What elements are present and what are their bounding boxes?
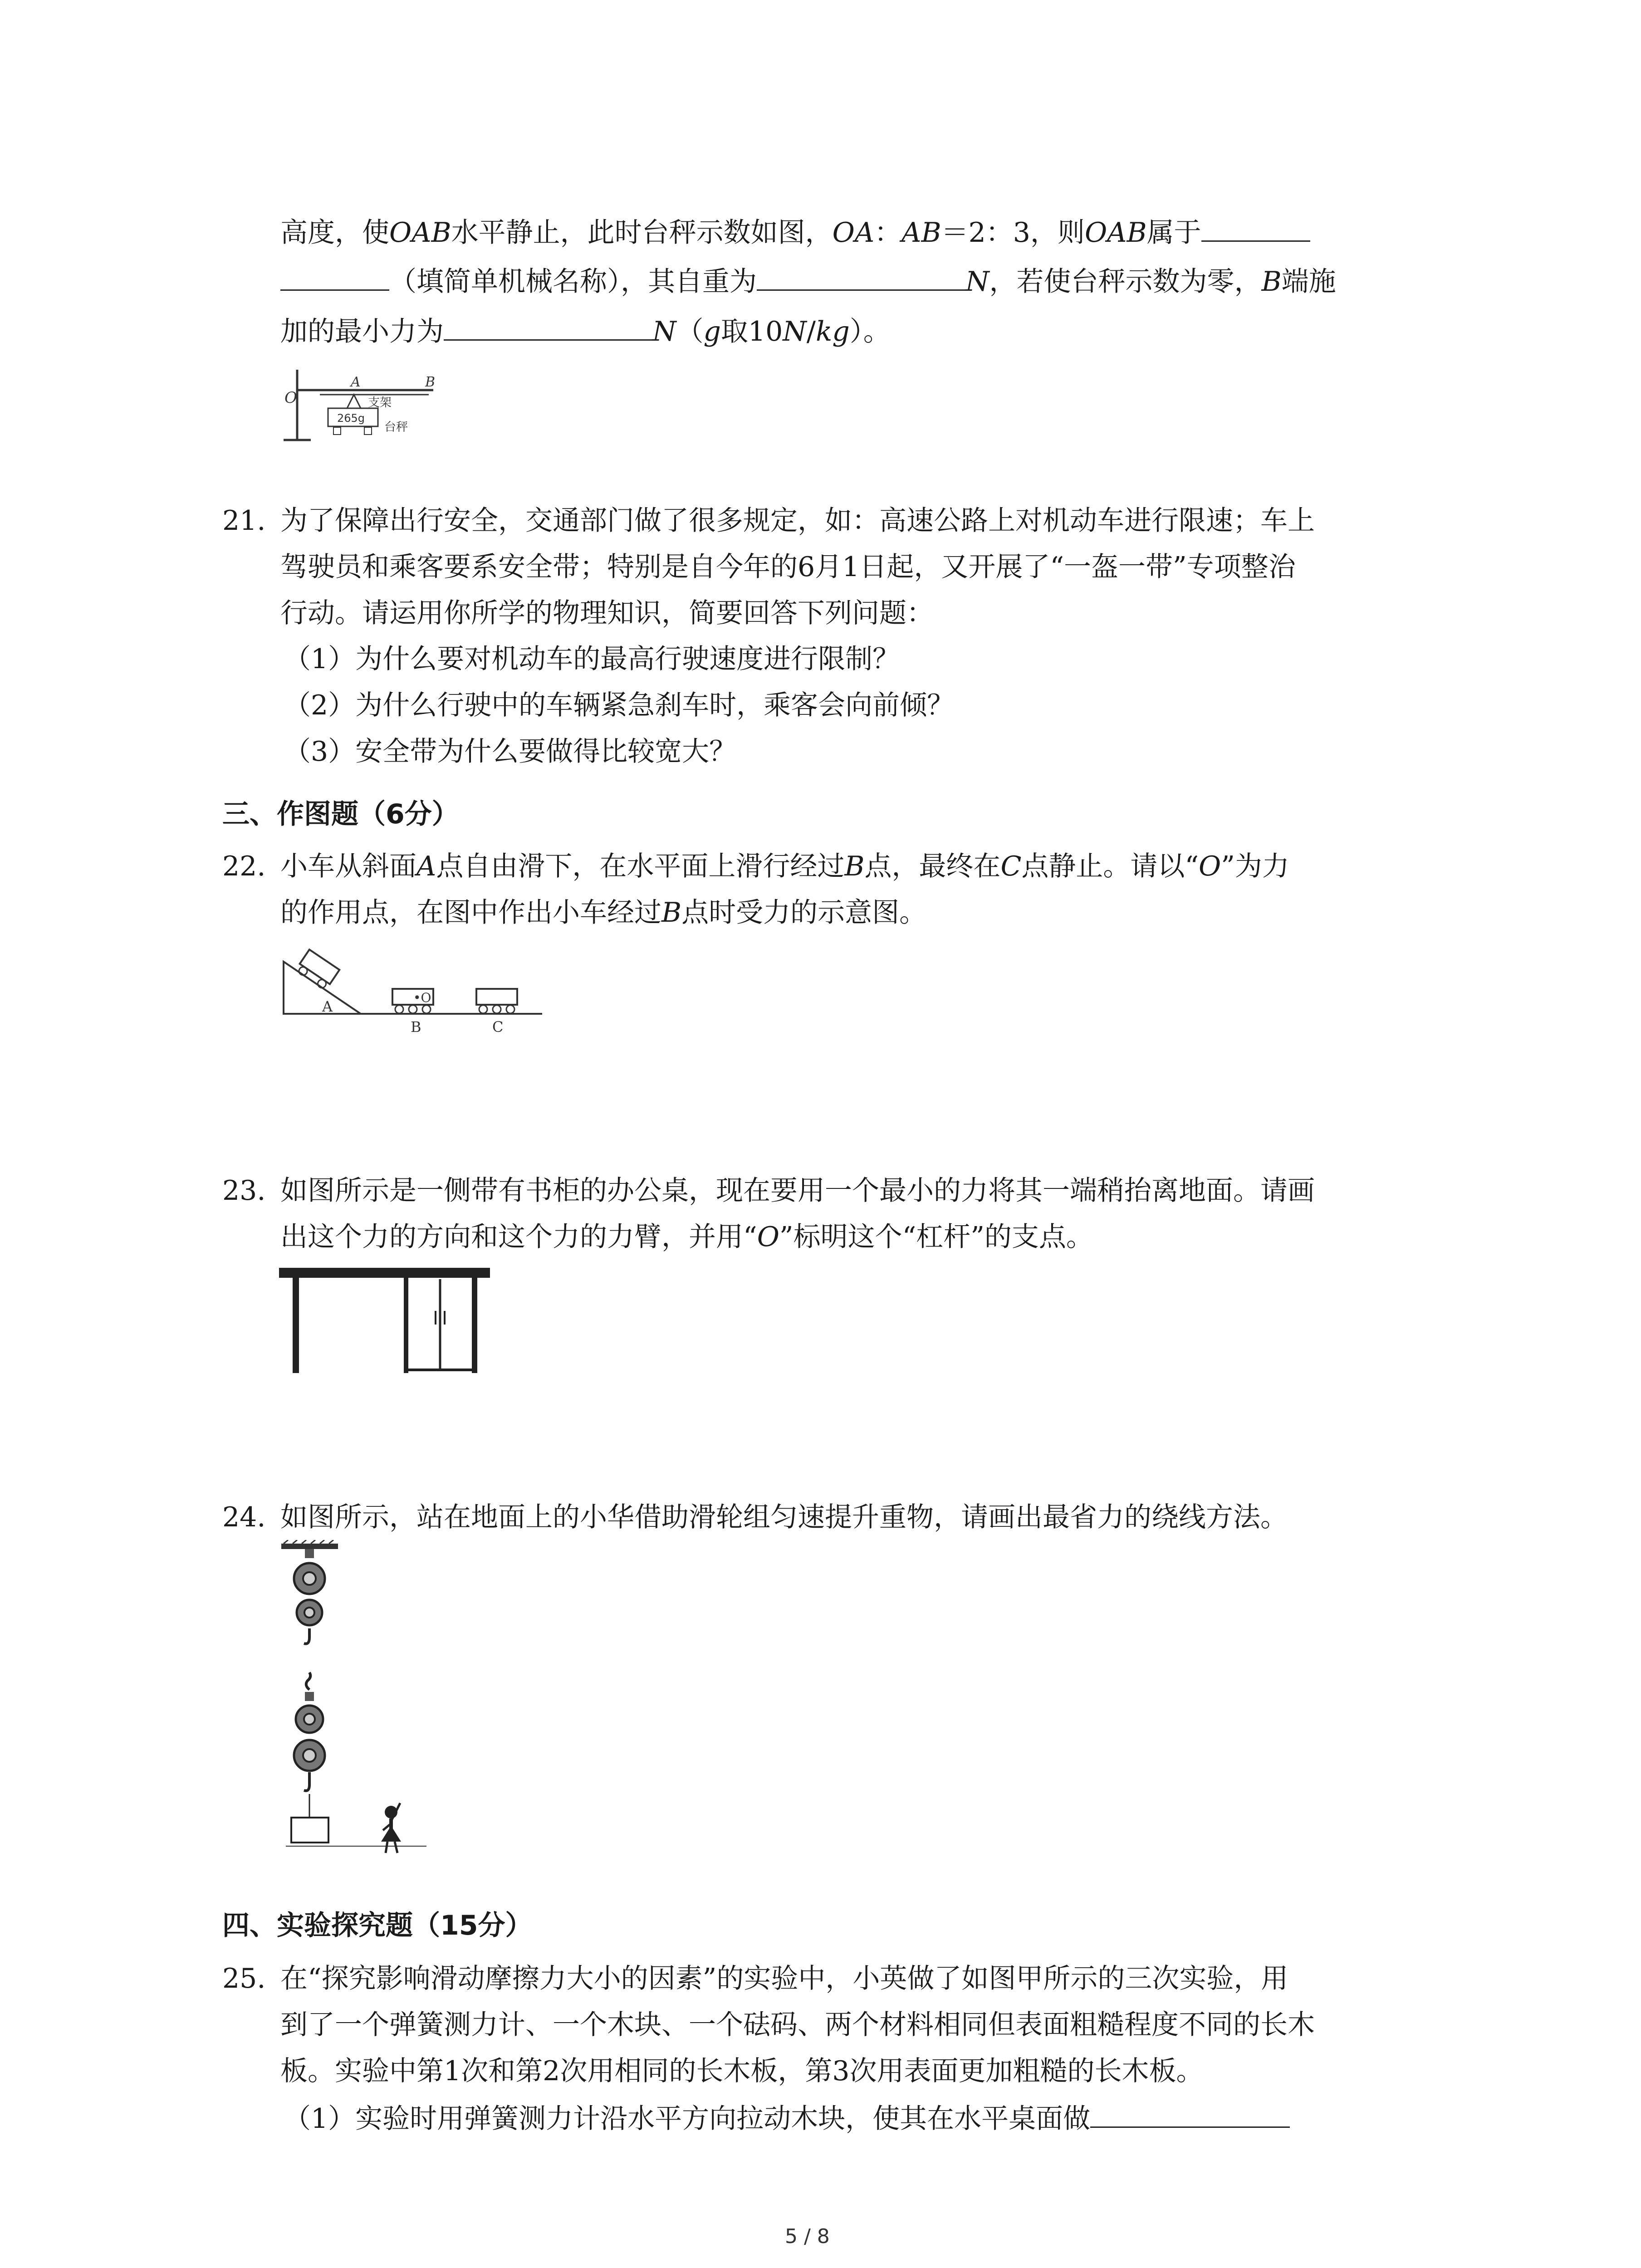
- label-B: B: [425, 374, 436, 390]
- label-O: O: [284, 389, 297, 407]
- text: 点，最终在: [864, 850, 1001, 882]
- text: N: [965, 266, 989, 298]
- question-number: 25.: [222, 1963, 266, 1994]
- q23-line-1: 如图所示是一侧带有书柜的办公桌，现在要用一个最小的力将其一端稍抬离地面。请画: [280, 1175, 1315, 1207]
- question-number: 24.: [222, 1501, 266, 1533]
- q24-line-1: 如图所示，站在地面上的小华借助滑轮组匀速提升重物，请画出最省力的绕线方法。: [280, 1501, 1288, 1533]
- q22-line-1: [280, 848, 1289, 885]
- answer-blank[interactable]: [757, 262, 965, 291]
- text: 的作用点，在图中作出小车经过: [280, 897, 661, 929]
- answer-blank[interactable]: [1090, 2099, 1290, 2128]
- text: 水平静止，此时台秤示数如图，: [451, 217, 833, 249]
- text: （填简单机械名称），其自重为: [389, 266, 757, 298]
- answer-blank[interactable]: [280, 262, 389, 291]
- text: ＝2：3，则: [941, 217, 1085, 249]
- question-number: 21.: [222, 505, 266, 537]
- q20-line-1: [280, 213, 1310, 251]
- question-number: 22.: [222, 850, 266, 882]
- text: 小车从斜面: [280, 850, 416, 882]
- q21-sub-1: （1）为什么要对机动车的最高行驶速度进行限制？: [284, 643, 900, 675]
- text: ，若使台秤示数为零，: [989, 266, 1262, 298]
- text: O: [1199, 850, 1221, 882]
- desk-figure: [277, 1266, 495, 1379]
- text: ）。: [849, 316, 891, 347]
- text: N: [783, 316, 807, 347]
- q21-line-1: 为了保障出行安全，交通部门做了很多规定，如：高速公路上对机动车进行限速；车上: [280, 505, 1315, 537]
- text: N: [652, 316, 676, 347]
- text: OAB: [1084, 217, 1147, 249]
- text: 端施: [1281, 266, 1336, 298]
- pulley-figure: [272, 1540, 436, 1871]
- text: （: [676, 316, 704, 347]
- text: B: [661, 897, 682, 929]
- text: 属于: [1146, 217, 1201, 249]
- text: g: [703, 316, 721, 347]
- q21-line-3: 行动。请运用你所学的物理知识，简要回答下列问题：: [280, 597, 934, 629]
- answer-blank[interactable]: [444, 312, 652, 341]
- text: B: [844, 850, 865, 882]
- text: AB: [901, 217, 941, 249]
- text: kg: [816, 316, 850, 347]
- lever-scale-figure: [279, 363, 451, 447]
- q21-sub-2: （2）为什么行驶中的车辆紧急刹车时，乘客会向前倾？: [284, 689, 955, 721]
- label-A: A: [351, 374, 361, 390]
- q20-line-2: [280, 262, 1336, 300]
- q25-line-1: 在“探究影响滑动摩擦力大小的因素”的实验中，小英做了如图甲所示的三次实验，用: [280, 1963, 1288, 1994]
- question-number: 23.: [222, 1175, 266, 1207]
- text: /: [806, 316, 816, 347]
- text: 高度，使: [280, 217, 389, 249]
- label-reading: 265g: [337, 412, 365, 425]
- q20-line-3: [280, 312, 891, 350]
- answer-blank[interactable]: [1201, 213, 1310, 242]
- text: 加的最小力为: [280, 316, 444, 347]
- person-icon: [381, 1803, 401, 1853]
- label-support: 支架: [368, 396, 392, 410]
- q23-line-2: [280, 1219, 1093, 1255]
- text: OAB: [389, 217, 451, 249]
- text: ：: [874, 217, 902, 249]
- text: O: [757, 1221, 779, 1253]
- text: A: [416, 850, 436, 882]
- text: 点静止。请以“: [1021, 850, 1199, 882]
- page-number: 5 / 8: [785, 2225, 830, 2248]
- text: （1）实验时用弹簧测力计沿水平方向拉动木块，使其在水平桌面做: [284, 2103, 1091, 2135]
- q21-sub-3: （3）安全带为什么要做得比较宽大？: [284, 736, 737, 767]
- label-A: A: [322, 998, 333, 1015]
- text: ”标明这个“杠杆”的支点。: [779, 1221, 1093, 1253]
- text: 出这个力的方向和这个力的力臂，并用“: [280, 1221, 757, 1253]
- q25-line-3: 板。实验中第1次和第2次用相同的长木板，第3次用表面更加粗糙的长木板。: [280, 2055, 1204, 2087]
- label-C: C: [492, 1018, 504, 1036]
- text: 点时受力的示意图。: [681, 897, 927, 929]
- q22-line-2: [280, 894, 926, 931]
- section-heading: 四、实验探究题（15分）: [222, 1910, 533, 1941]
- q21-line-2: 驾驶员和乘客要系安全带；特别是自今年的6月1日起，又开展了“一盔一带”专项整治: [280, 551, 1296, 583]
- slope-cart-figure: [279, 943, 551, 1043]
- label-B: B: [411, 1018, 421, 1036]
- text: OA: [832, 217, 875, 249]
- text: 取10: [720, 316, 783, 347]
- text: 点自由滑下，在水平面上滑行经过: [436, 850, 845, 882]
- text: ”为力: [1221, 850, 1289, 882]
- q25-line-2: 到了一个弹簧测力计、一个木块、一个砝码、两个材料相同但表面粗糙程度不同的长木: [280, 2009, 1315, 2041]
- text: C: [1000, 850, 1022, 882]
- label-scale: 台秤: [384, 420, 408, 434]
- q25-sub-1: [284, 2099, 1290, 2137]
- text: B: [1261, 266, 1282, 298]
- section-heading: 三、作图题（6分）: [222, 798, 459, 830]
- label-O: •O: [413, 990, 431, 1005]
